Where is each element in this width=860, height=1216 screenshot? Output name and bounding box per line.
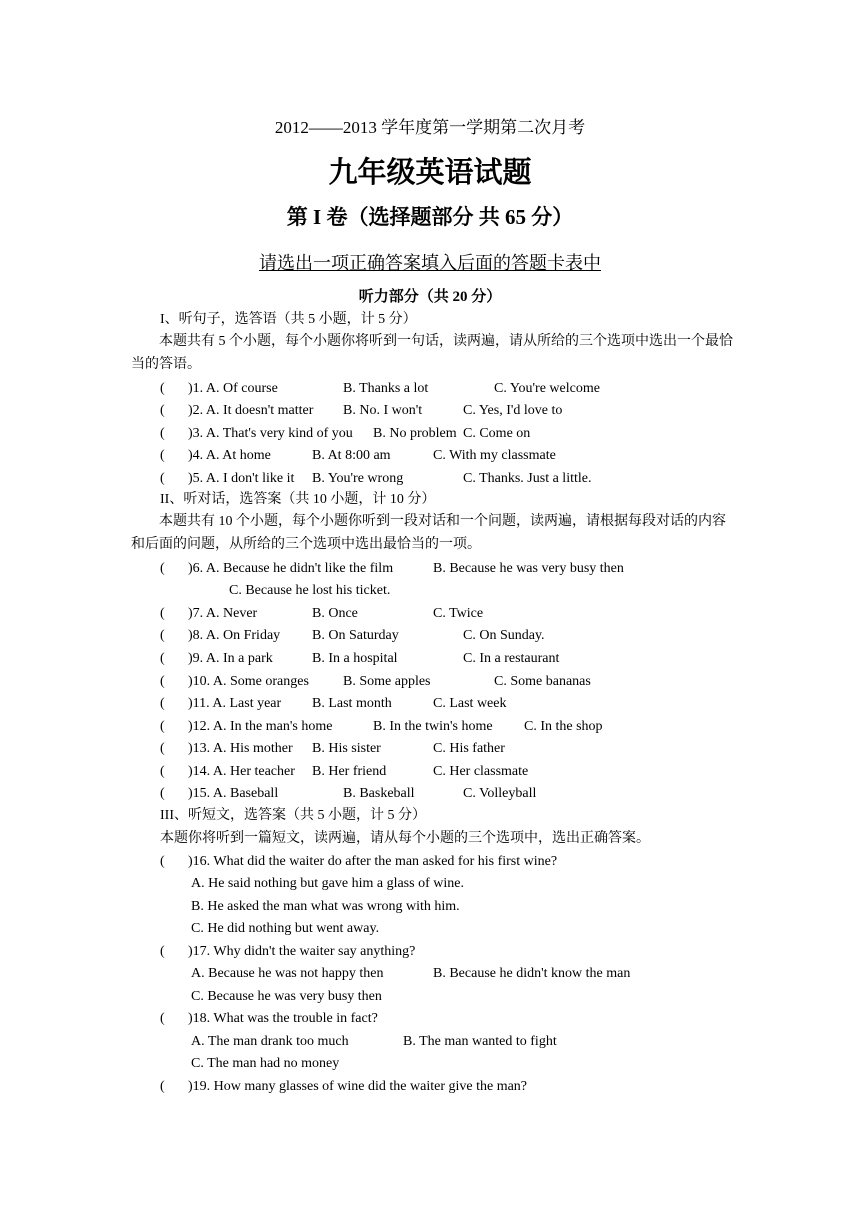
answer-bracket: (	[160, 854, 165, 869]
question-13-option-b: B. His sister	[312, 741, 381, 756]
question-15-option-b: B. Baskeball	[343, 786, 415, 801]
question-8-option-a: )8. A. On Friday	[188, 628, 281, 643]
answer-bracket: (	[160, 696, 165, 711]
question-12-option-a: )12. A. In the man's home	[188, 719, 333, 734]
answer-bracket: (	[160, 628, 165, 643]
question-6-option-c: C. Because he lost his ticket.	[229, 583, 391, 598]
question-15-option-a: )15. A. Baseball	[188, 786, 279, 801]
question-7-option-c: C. Twice	[433, 606, 484, 621]
section-1-heading: I、听句子，选答语（共 5 小题，计 5 分）	[160, 312, 417, 327]
question-13-option-c: C. His father	[433, 741, 505, 756]
question-13-option-a: )13. A. His mother	[188, 741, 293, 756]
question-11-option-c: C. Last week	[433, 696, 507, 711]
question-7-option-a: )7. A. Never	[188, 606, 258, 621]
answer-bracket: (	[160, 719, 165, 734]
answer-bracket: (	[160, 741, 165, 756]
question-4-option-a: )4. A. At home	[188, 448, 271, 463]
question-12-option-c: C. In the shop	[524, 719, 603, 734]
question-2-option-b: B. No. I won't	[343, 403, 423, 418]
section-2-description: 本题共有 10 个小题，每个小题你听到一段对话和一个问题，读两遍，请根据每段对话的内容和后面的问题，从所给的三个选项中选出最恰当的一项。	[131, 514, 726, 552]
question-14-option-c: C. Her classmate	[433, 764, 529, 779]
question-11-option-a: )11. A. Last year	[188, 696, 282, 711]
question-17-option-c: C. Because he was very busy then	[191, 989, 382, 1004]
question-10-option-b: B. Some apples	[343, 674, 431, 689]
answer-bracket: (	[160, 606, 165, 621]
answer-bracket: (	[160, 651, 165, 666]
question-1-option-a: )1. A. Of course	[188, 381, 278, 396]
answer-bracket: (	[160, 786, 165, 801]
question-16-option-b: B. He asked the man what was wrong with him.	[191, 899, 460, 914]
question-15-option-c: C. Volleyball	[463, 786, 537, 801]
question-9-option-c: C. In a restaurant	[463, 651, 560, 666]
volume-title: 第 I 卷（选择题部分 共 65 分）	[286, 205, 574, 229]
question-4-option-b: B. At 8:00 am	[312, 448, 391, 463]
question-5-option-b: B. You're wrong	[312, 471, 404, 486]
question-3-option-a: )3. A. That's very kind of you	[188, 426, 353, 441]
answer-bracket: (	[160, 1011, 165, 1026]
question-17-option-a: A. Because he was not happy then	[191, 966, 384, 981]
question-16-option-a: A. He said nothing but gave him a glass of wine.	[191, 876, 464, 891]
section-2-heading: II、听对话，选答案（共 10 小题，计 10 分）	[160, 492, 436, 507]
question-5-option-a: )5. A. I don't like it	[188, 471, 295, 486]
question-18-option-a: A. The man drank too much	[191, 1034, 349, 1049]
question-18-stem: )18. What was the trouble in fact?	[188, 1011, 378, 1026]
question-1-option-b: B. Thanks a lot	[343, 381, 429, 396]
section-3-description: 本题你将听到一篇短文，读两遍，请从每个小题的三个选项中，选出正确答案。	[160, 831, 650, 846]
question-12-option-b: B. In the twin's home	[373, 719, 493, 734]
question-1-option-c: C. You're welcome	[494, 381, 600, 396]
answer-bracket: (	[160, 426, 165, 441]
answer-bracket: (	[160, 381, 165, 396]
answer-bracket: (	[160, 561, 165, 576]
listening-heading: 听力部分（共 20 分）	[358, 289, 502, 305]
question-17-option-b: B. Because he didn't know the man	[433, 966, 631, 981]
question-9-option-b: B. In a hospital	[312, 651, 398, 666]
question-10-option-a: )10. A. Some oranges	[188, 674, 309, 689]
question-7-option-b: B. Once	[312, 606, 358, 621]
question-14-option-b: B. Her friend	[312, 764, 387, 779]
question-6-option-b: B. Because he was very busy then	[433, 561, 624, 576]
question-8-option-c: C. On Sunday.	[463, 628, 545, 643]
section-3-heading: III、听短文，选答案（共 5 小题，计 5 分）	[160, 808, 426, 823]
answer-bracket: (	[160, 403, 165, 418]
answer-bracket: (	[160, 471, 165, 486]
question-8-option-b: B. On Saturday	[312, 628, 399, 643]
question-17-stem: )17. Why didn't the waiter say anything?	[188, 944, 416, 959]
answer-bracket: (	[160, 764, 165, 779]
question-3-option-b: B. No problem	[373, 426, 457, 441]
question-16-option-c: C. He did nothing but went away.	[191, 921, 380, 936]
question-16-stem: )16. What did the waiter do after the man asked for his first wine?	[188, 854, 558, 869]
question-3-option-c: C. Come on	[463, 426, 531, 441]
question-2-option-c: C. Yes, I'd love to	[463, 403, 563, 418]
question-6-option-a: )6. A. Because he didn't like the film	[188, 561, 394, 576]
question-14-option-a: )14. A. Her teacher	[188, 764, 295, 779]
question-4-option-c: C. With my classmate	[433, 448, 556, 463]
exam-term-line: 2012——2013 学年度第一学期第二次月考	[274, 118, 586, 137]
answer-instruction: 请选出一项正确答案填入后面的答题卡表中	[259, 253, 601, 273]
question-5-option-c: C. Thanks. Just a little.	[463, 471, 592, 486]
question-9-option-a: )9. A. In a park	[188, 651, 273, 666]
answer-bracket: (	[160, 944, 165, 959]
question-2-option-a: )2. A. It doesn't matter	[188, 403, 314, 418]
answer-bracket: (	[160, 448, 165, 463]
question-18-option-c: C. The man had no money	[191, 1056, 340, 1071]
question-18-option-b: B. The man wanted to fight	[403, 1034, 557, 1049]
answer-bracket: (	[160, 674, 165, 689]
question-11-option-b: B. Last month	[312, 696, 392, 711]
exam-title: 九年级英语试题	[328, 157, 532, 189]
section-1-description: 本题共有 5 个小题，每个小题你将听到一句话，读两遍，请从所给的三个选项中选出一个最恰当的答语。	[131, 334, 733, 372]
question-10-option-c: C. Some bananas	[494, 674, 591, 689]
answer-bracket: (	[160, 1079, 165, 1094]
question-19-stem: )19. How many glasses of wine did the waiter give the man?	[188, 1079, 528, 1094]
